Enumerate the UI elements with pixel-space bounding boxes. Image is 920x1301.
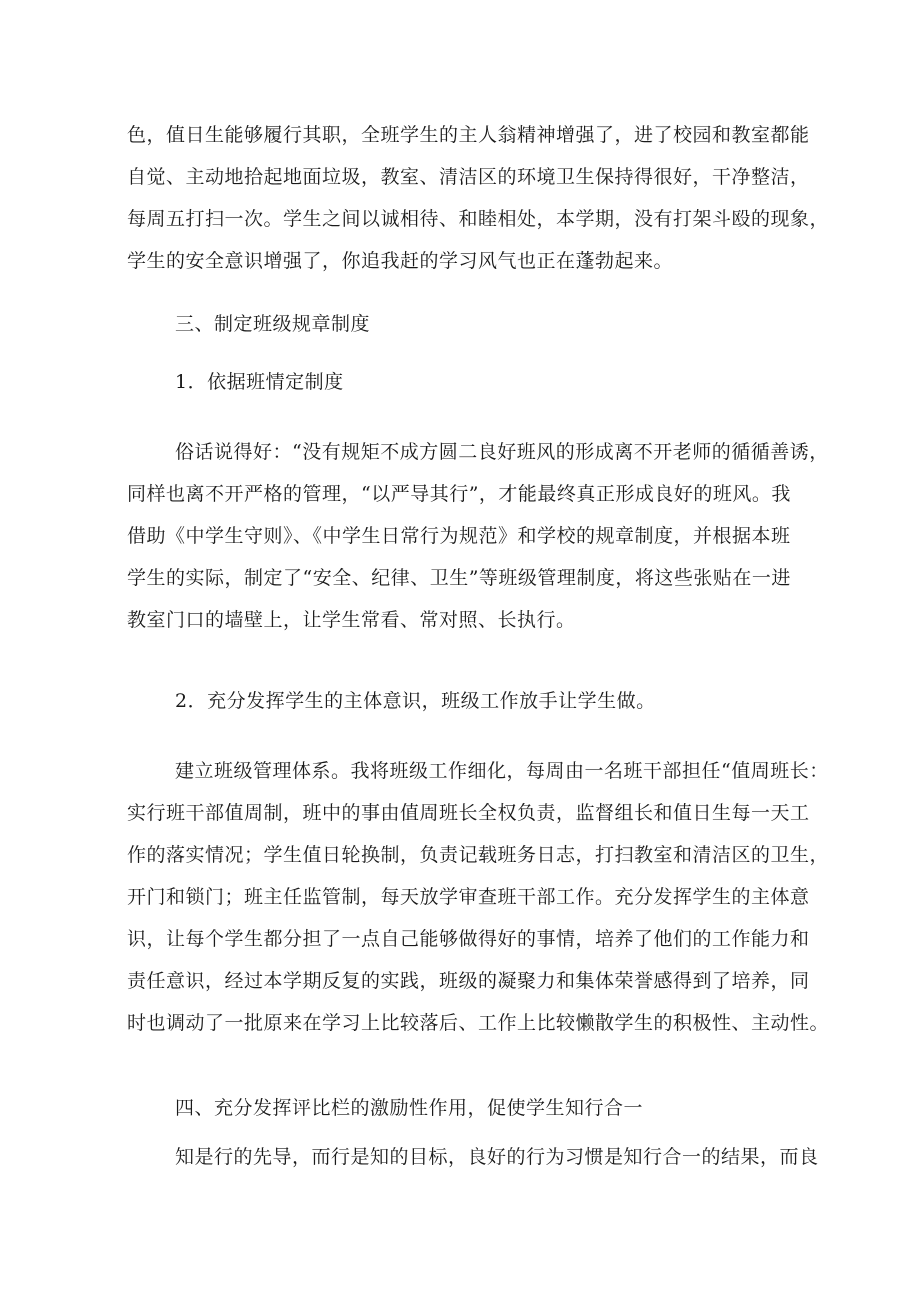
subsection-heading: 2．充分发挥学生的主体意识，班级工作放手让学生做。 [175, 690, 656, 712]
text-line: 同样也离不开严格的管理，“以严导其行”，才能最终真正形成良好的班风。我 [127, 483, 791, 505]
paragraph [127, 750, 830, 1044]
text-line: 建立班级管理体系。我将班级工作细化，每周由一名班干部担任“值周班长： [175, 760, 829, 782]
subsection-heading: 1．依据班情定制度 [175, 371, 344, 393]
text-line: 学生的实际，制定了“安全、纪律、卫生”等班级管理制度，将这些张贴在一进 [127, 567, 791, 589]
text-line: 开门和锁门；班主任监管制，每天放学审查班干部工作。充分发挥学生的主体意 [127, 886, 810, 908]
text-line: 每周五打扫一次。学生之间以诚相待、和睦相处，本学期，没有打架斗殴的现象， [127, 208, 830, 230]
text-line: 借助《中学生守则》、《中学生日常行为规范》和学校的规章制度，并根据本班 [127, 525, 791, 547]
text-line: 知是行的先导，而行是知的目标，良好的行为习惯是知行合一的结果，而良 [175, 1146, 819, 1168]
text-line: 识，让每个学生都分担了一点自己能够做得好的事情，培养了他们的工作能力和 [127, 928, 810, 950]
text-line: 俗话说得好：“没有规矩不成方圆二良好班风的形成离不开老师的循循善诱， [175, 441, 829, 463]
section-heading: 四、充分发挥评比栏的激励性作用，促使学生知行合一 [175, 1097, 644, 1119]
text-line: 责任意识，经过本学期反复的实践，班级的凝聚力和集体荣誉感得到了培养，同 [127, 970, 810, 992]
text-line: 实行班干部值周制，班中的事由值周班长全权负责，监督组长和值日生每一天工 [127, 802, 810, 824]
text-line: 学生的安全意识增强了，你追我赶的学习风气也正在蓬勃起来。 [127, 250, 674, 272]
section-heading: 三、制定班级规章制度 [175, 313, 371, 335]
text-line: 作的落实情况；学生值日轮换制，负责记载班务日志，打扫教室和清洁区的卫生， [127, 844, 830, 866]
text-line: 教室门口的墙壁上，让学生常看、常对照、长执行。 [127, 609, 576, 631]
text-line: 色，值日生能够履行其职，全班学生的主人翁精神增强了，进了校园和教室都能 [127, 124, 810, 146]
paragraph [127, 431, 829, 641]
text-line: 自觉、主动地拾起地面垃圾，教室、清洁区的环境卫生保持得很好，干净整洁， [127, 166, 810, 188]
paragraph-continuation [127, 114, 830, 282]
text-line: 时也调动了一批原来在学习上比较落后、工作上比较懒散学生的积极性、主动性。 [127, 1012, 830, 1034]
